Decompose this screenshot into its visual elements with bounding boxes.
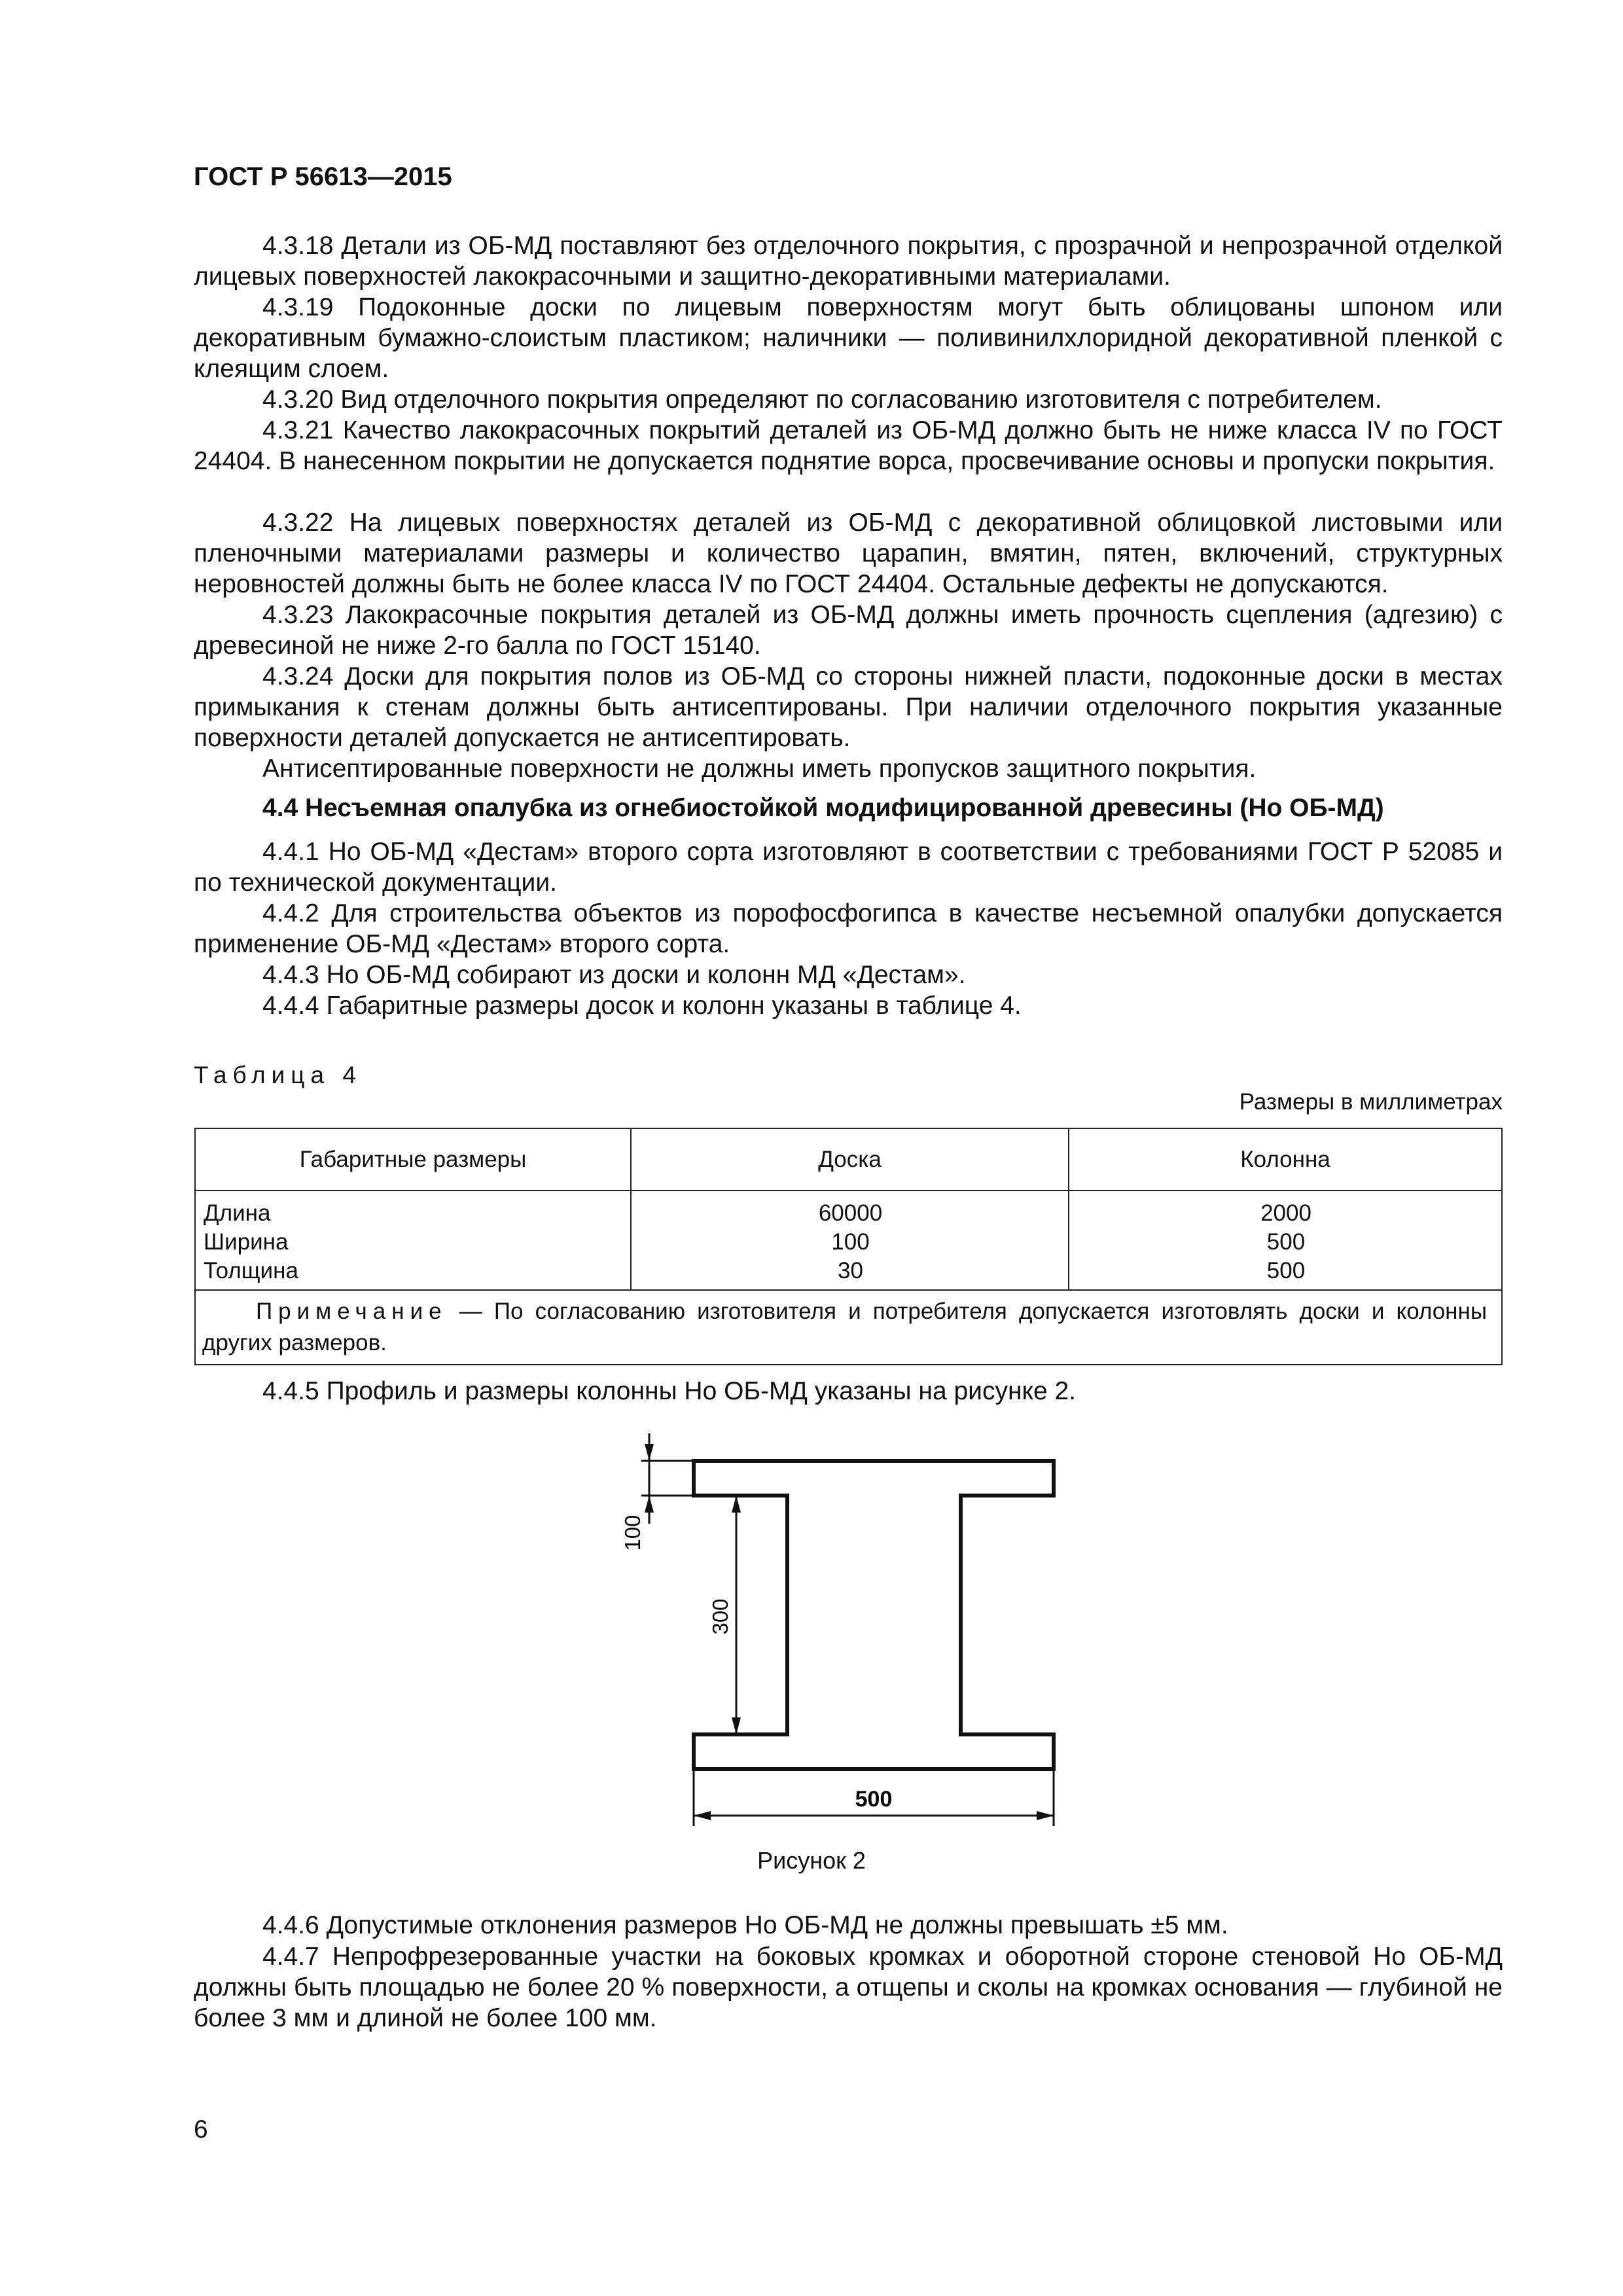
board-length: 60000 — [818, 1200, 883, 1226]
arrow-width-right — [1037, 1811, 1054, 1820]
arrow-flange-bottom — [645, 1496, 654, 1513]
dim-label-web: 300 — [708, 1598, 732, 1635]
paragraph-4-3-23: 4.3.23 Лакокрасочные покрытия деталей из ОБ-МД должны иметь прочность сцепления (адгезию) с древесиной не ниже 2-го балла по ГОСТ 15140. — [194, 601, 1503, 660]
column-length: 2000 — [1260, 1200, 1311, 1226]
table-header-board: Доска — [631, 1128, 1069, 1191]
document-header: ГОСТ Р 56613—2015 — [194, 162, 452, 191]
paragraph-4-4-6: 4.4.6 Допустимые отклонения размеров Но ОБ-МД не должны превышать ±5 мм. — [262, 1911, 1228, 1939]
paragraph-4-4-2: 4.4.2 Для строительства объектов из порофосфогипса в качестве несъемной опалубки допускается применение ОБ-МД «Дестам» второго сорта. — [194, 899, 1503, 958]
table-caption: Таблица 4 — [194, 1062, 362, 1088]
figure-caption: Рисунок 2 — [757, 1847, 866, 1874]
note-text: — По согласованию изготовителя и потребителя допускается изготовлять доски и колонны других размеров. — [202, 1299, 1487, 1355]
table-header-dimension: Габаритные размеры — [195, 1128, 631, 1191]
table-header-column: Колонна — [1069, 1128, 1502, 1191]
i-beam-profile — [694, 1461, 1054, 1769]
paragraph-4-4-1: 4.4.1 Но ОБ-МД «Дестам» второго сорта изготовляют в соответствии с требованиями ГОСТ Р 52085 и по технической документации. — [194, 838, 1503, 897]
paragraph-4-4-5: 4.4.5 Профиль и размеры колонны Но ОБ-МД указаны на рисунке 2. — [262, 1377, 1077, 1405]
page-number: 6 — [194, 2115, 208, 2144]
paragraph-4-3-21: 4.3.21 Качество лакокрасочных покрытий деталей из ОБ-МД должно быть не ниже класса IV по ГОСТ 24404. В нанесенном покрытии не допускается поднятие ворса, просвечивание основы и пропуски покрытия. — [194, 416, 1503, 475]
paragraph-antiseptic: Антисептированные поверхности не должны иметь пропусков защитного покрытия. — [262, 755, 1257, 783]
paragraph-4-3-19: 4.3.19 Подоконные доски по лицевым поверхностям могут быть облицованы шпоном или декоративным бумажно-слоистым пластиком; наличники — поливинилхлоридной декоративной пленкой с клеящим слоем. — [194, 293, 1503, 383]
dim-label-flange: 100 — [620, 1515, 645, 1551]
paragraph-4-4-3: 4.4.3 Но ОБ-МД собирают из доски и колонн МД «Дестам». — [262, 961, 966, 989]
paragraph-4-3-24: 4.3.24 Доски для покрытия полов из ОБ-МД со стороны нижней пласти, подоконные доски в местах примыкания к стенам должны быть антисептированы. При наличии отделочного покрытия указанные поверхности деталей допускается не антисептировать. — [194, 662, 1503, 752]
column-thickness: 500 — [1266, 1258, 1306, 1283]
paragraph-4-3-22: 4.3.22 На лицевых поверхностях деталей из ОБ-МД с декоративной облицовкой листовыми или пленочными материалами размеры и количество царапин, вмятин, пятен, включений, структурных неровностей должны быть не более класса IV по ГОСТ 24404. Остальные дефекты не допускаются. — [194, 509, 1503, 598]
row-label-width: Ширина — [204, 1229, 289, 1255]
row-label-thickness: Толщина — [204, 1258, 298, 1283]
paragraph-4-4-4: 4.4.4 Габаритные размеры досок и колонн указаны в таблице 4. — [262, 992, 1022, 1020]
note-label: Примечание — [256, 1299, 448, 1324]
board-width: 100 — [831, 1229, 870, 1255]
arrow-web-bottom — [732, 1717, 741, 1734]
board-thickness: 30 — [838, 1258, 863, 1283]
paragraph-4-4-7: 4.4.7 Непрофрезерованные участки на боковых кромках и оборотной стороне стеновой Но ОБ-МД должны быть площадью не более 20 % поверхности, а отщепы и сколы на кромках основания — глубиной не более 3 мм и длиной не более 100 мм. — [194, 1943, 1503, 2032]
arrow-web-top — [732, 1496, 741, 1513]
section-heading-4-4: 4.4 Несъемная опалубка из огнебиостойкой модифицированной древесины (Но ОБ-МД) — [262, 794, 1384, 822]
arrow-width-left — [694, 1811, 711, 1820]
paragraph-4-3-20: 4.3.20 Вид отделочного покрытия определяют по согласованию изготовителя с потребителем. — [262, 386, 1382, 414]
paragraph-4-3-18: 4.3.18 Детали из ОБ-МД поставляют без отделочного покрытия, с прозрачной и непрозрачной отделкой лицевых поверхностей лакокрасочными и защитно-декоративными материалами. — [194, 232, 1503, 291]
row-label-length: Длина — [204, 1200, 271, 1226]
table-units: Размеры в миллиметрах — [1239, 1089, 1503, 1115]
dim-label-width: 500 — [855, 1787, 893, 1812]
arrow-flange-top — [645, 1444, 654, 1461]
column-width: 500 — [1266, 1229, 1306, 1255]
